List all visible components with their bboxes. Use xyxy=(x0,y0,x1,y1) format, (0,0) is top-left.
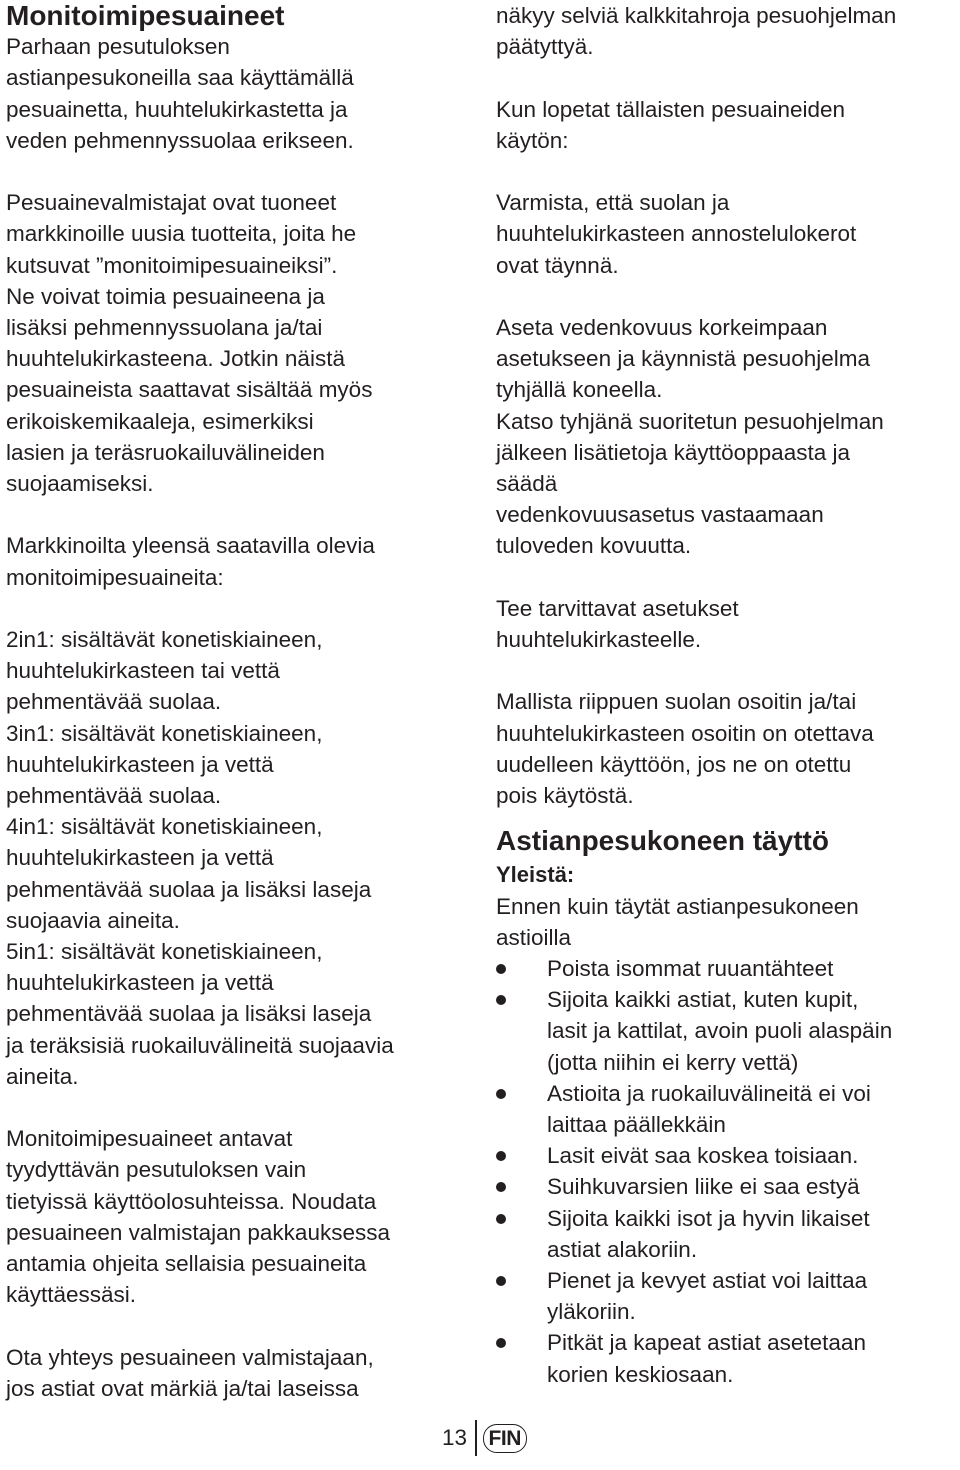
text-line: huuhtelukirkasteelle. xyxy=(496,627,702,652)
text-line: huuhtelukirkasteena. Jotkin näistä xyxy=(6,346,345,372)
text-line: tyhjällä koneella. xyxy=(496,377,663,403)
section-title-multipurpose-detergents: Monitoimipesuaineet xyxy=(6,0,285,31)
paragraph xyxy=(6,530,468,592)
bullet-dot-icon xyxy=(496,1182,506,1192)
paragraph xyxy=(496,312,956,562)
section-subtitle: Yleistä: xyxy=(496,862,575,888)
text-line: pehmentävää suolaa ja lisäksi laseja xyxy=(6,876,372,902)
text-line: astioilla xyxy=(496,924,572,950)
bullet-dot-icon xyxy=(496,964,506,974)
bullet-dot-icon xyxy=(496,1276,506,1286)
text-line: Tee tarvittavat asetukset xyxy=(496,595,739,621)
bullet-dot-icon xyxy=(496,1338,506,1348)
section-title-loading-dishwasher: Astianpesukoneen täyttö xyxy=(496,825,829,857)
footer-divider xyxy=(475,1420,477,1456)
list-item xyxy=(496,1203,956,1265)
paragraph xyxy=(496,891,956,953)
text-line: markkinoille uusia tuotteita, joita he xyxy=(6,221,357,247)
text-line: päätyttyä. xyxy=(496,34,594,60)
detergent-types-list xyxy=(6,624,468,1092)
text-line: pesuaineen valmistajan pakkauksessa xyxy=(6,1219,390,1245)
list-item-text: Pitkät ja kapeat astiat asetetaan xyxy=(547,1330,866,1356)
text-line: näkyy selviä kalkkitahroja pesuohjelman xyxy=(496,3,897,28)
list-item-text: laittaa päällekkäin xyxy=(547,1112,726,1138)
bullet-dot-icon xyxy=(496,995,506,1005)
text-line: pehmentävää suolaa ja lisäksi laseja xyxy=(6,1001,372,1027)
text-line: erikoiskemikaaleja, esimerkiksi xyxy=(6,408,314,434)
paragraph xyxy=(496,593,956,655)
paragraph xyxy=(496,187,956,281)
text-line: lasien ja teräsruokailuvälineiden xyxy=(6,439,325,465)
list-item-text: yläkoriin. xyxy=(547,1299,636,1325)
text-line: Kun lopetat tällaisten pesuaineiden xyxy=(496,96,846,122)
text-line: 3in1: sisältävät konetiskiaineen, xyxy=(6,720,323,746)
list-item-text: lasit ja kattilat, avoin puoli alaspäin xyxy=(547,1018,893,1044)
text-line: Katso tyhjänä suoritetun pesuohjelman xyxy=(496,408,884,434)
text-line: Mallista riippuen suolan osoitin ja/tai xyxy=(496,689,857,715)
text-line: 4in1: sisältävät konetiskiaineen, xyxy=(6,814,323,840)
text-line: huuhtelukirkasteen ja vettä xyxy=(6,845,274,871)
right-column xyxy=(496,0,956,1390)
list-item xyxy=(496,1265,956,1327)
text-line: huuhtelukirkasteen annostelulokerot xyxy=(496,221,857,247)
text-line: huuhtelukirkasteen osoitin on otettava xyxy=(496,720,874,746)
text-line: suojaavia aineita. xyxy=(6,907,180,933)
list-item-text: korien keskiosaan. xyxy=(547,1361,734,1387)
paragraph xyxy=(6,1123,468,1310)
text-line: pesuaineista saattavat sisältää myös xyxy=(6,377,373,403)
paragraph xyxy=(496,686,956,811)
text-line: Pesuainevalmistajat ovat tuoneet xyxy=(6,190,337,216)
text-line: Monitoimipesuaineet antavat xyxy=(6,1126,293,1152)
text-line: aineita. xyxy=(6,1063,79,1089)
text-line: veden pehmennyssuolaa erikseen. xyxy=(6,127,354,153)
paragraph xyxy=(6,187,468,499)
left-column xyxy=(6,0,468,1404)
text-line: pehmentävää suolaa. xyxy=(6,783,222,809)
text-line: antamia ohjeita sellaisia pesuaineita xyxy=(6,1251,367,1277)
text-line: kutsuvat ”monitoimipesuaineiksi”. xyxy=(6,252,338,278)
list-item-text: Sijoita kaikki astiat, kuten kupit, xyxy=(547,987,859,1013)
paragraph xyxy=(6,1342,468,1404)
list-item-text: Poista isommat ruuantähteet xyxy=(547,956,834,982)
list-item xyxy=(496,1140,956,1171)
page-number: 13 xyxy=(442,1425,468,1450)
list-item-text: (jotta niihin ei kerry vettä) xyxy=(547,1049,799,1075)
text-line: lisäksi pehmennyssuolana ja/tai xyxy=(6,315,323,341)
text-line: vedenkovuusasetus vastaamaan xyxy=(496,502,824,528)
text-line: Ota yhteys pesuaineen valmistajaan, xyxy=(6,1344,374,1370)
page-footer xyxy=(442,1420,527,1456)
text-line: huuhtelukirkasteen ja vettä xyxy=(6,970,274,996)
bullet-dot-icon xyxy=(496,1214,506,1224)
text-line: astianpesukoneilla saa käyttämällä xyxy=(6,65,354,91)
text-line: ja teräksisiä ruokailuvälineitä suojaavia xyxy=(6,1032,394,1058)
text-line: pesuainetta, huuhtelukirkastetta ja xyxy=(6,96,348,122)
text-line: pois käytöstä. xyxy=(496,783,634,808)
text-line: asetukseen ja käynnistä pesuohjelma xyxy=(496,346,870,372)
text-line: pehmentävää suolaa. xyxy=(6,689,222,715)
text-line: monitoimipesuaineita: xyxy=(6,564,224,590)
list-item-text: Suihkuvarsien liike ei saa estyä xyxy=(547,1174,860,1200)
text-line: 5in1: sisältävät konetiskiaineen, xyxy=(6,939,323,965)
text-line: käytön: xyxy=(496,127,569,153)
text-line: tyydyttävän pesutuloksen vain xyxy=(6,1157,307,1183)
text-line: tietyissä käyttöolosuhteissa. Noudata xyxy=(6,1188,377,1214)
text-line: Ne voivat toimia pesuaineena ja xyxy=(6,283,325,309)
list-item-text: Sijoita kaikki isot ja hyvin likaiset xyxy=(547,1205,870,1231)
paragraph xyxy=(6,31,468,156)
list-item-text: Astioita ja ruokailuvälineitä ei voi xyxy=(547,1080,871,1106)
text-line: ovat täynnä. xyxy=(496,252,619,278)
list-item xyxy=(496,1078,956,1140)
text-line: Ennen kuin täytät astianpesukoneen xyxy=(496,893,859,919)
text-line: Varmista, että suolan ja xyxy=(496,190,730,216)
list-item xyxy=(496,1327,956,1389)
list-item xyxy=(496,1171,956,1202)
list-item-text: Pienet ja kevyet astiat voi laittaa xyxy=(547,1268,868,1294)
text-line: Markkinoilta yleensä saatavilla olevia xyxy=(6,533,375,559)
bullet-dot-icon xyxy=(496,1089,506,1099)
language-badge: FIN xyxy=(483,1424,527,1453)
text-line: säädä xyxy=(496,471,558,496)
text-line: käyttäessäsi. xyxy=(6,1282,137,1308)
text-line: huuhtelukirkasteen tai vettä xyxy=(6,658,280,684)
text-line: tuloveden kovuutta. xyxy=(496,533,692,559)
text-line: huuhtelukirkasteen ja vettä xyxy=(6,751,274,777)
list-item-text: Lasit eivät saa koskea toisiaan. xyxy=(547,1143,859,1169)
text-line: suojaamiseksi. xyxy=(6,471,154,497)
bullet-dot-icon xyxy=(496,1151,506,1161)
loading-instructions-list xyxy=(496,953,956,1390)
text-line: uudelleen käyttöön, jos ne on otettu xyxy=(496,751,852,777)
list-item xyxy=(496,953,956,984)
paragraph xyxy=(496,94,956,156)
text-line: Aseta vedenkovuus korkeimpaan xyxy=(496,314,828,340)
text-line: Parhaan pesutuloksen xyxy=(6,34,230,60)
list-item xyxy=(496,984,956,1078)
text-line: jos astiat ovat märkiä ja/tai laseissa xyxy=(6,1375,359,1401)
paragraph xyxy=(496,0,956,62)
list-item-text: astiat alakoriin. xyxy=(547,1236,698,1262)
text-line: jälkeen lisätietoja käyttöoppaasta ja xyxy=(496,439,850,465)
text-line: 2in1: sisältävät konetiskiaineen, xyxy=(6,627,323,653)
